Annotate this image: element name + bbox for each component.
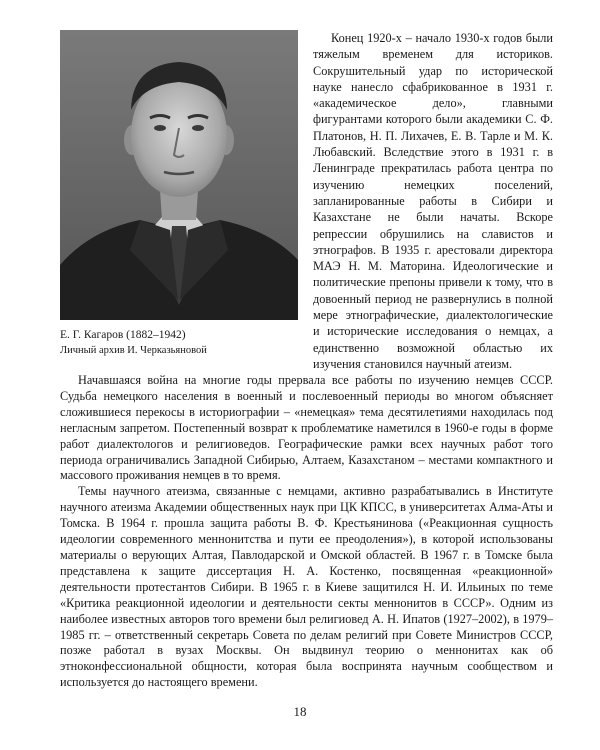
portrait-photo: [60, 30, 298, 320]
page-number: 18: [293, 704, 307, 719]
paragraph-war: Начавшаяся война на многие годы прервала все работы по изучению немцев СССР. Судьба немецкого населения в военный и послевоенный периоды во многом объясняет сложившиеся перекосы в историографии – «немецкая» тема десятилетиями находилась под негласным запретом. Постепенный возврат к проблематике наметился в 1960-е годы в форме работ диалектологов и религиоведов. Географические рамки всех научных работ того периода ограничивались Западной Сибирью, Алтаем, Казахстаном – местами компактного и массового проживания немцев в то время.: [60, 373, 553, 483]
paragraph-1920s: Конец 1920-х – начало 1930-х годов были тяжелым временем для историков. Сокрушительный удар по исторической науке нанесло сфабрикованное в 1931 г. «академическое дело», главными фигурантами которого были академики С. Ф. Платонов, Н. П. Лихачев, Е. В. Тарле и М. К. Любавский. Вследствие этого в 1931 г. в Ленинграде прекратилась работа центра по изучению немецких поселений, запланированные работы в Сибири и Казахстане не были начаты. Вскоре репрессии обрушились на славистов и этнографов. В 1935 г. арестовали директора МАЭ Н. М. Маторина. Идеологические и политические препоны привели к тому, что в довоенный период не развернулись в полной мере этнографические, диалектологические и исторические исследования о немцах, а единственно возможной областью их изучения становился научный атеизм.: [313, 31, 553, 371]
caption-name: Е. Г. Кагаров (1882–1942): [60, 329, 186, 341]
paragraph-atheism: Темы научного атеизма, связанные с немцами, активно разрабатывались в Институте научного атеизма Академии общественных наук при ЦК КПСС, в университетах Алма-Аты и Томска. В 1964 г. прошла защита работы В. Ф. Крестьянинова («Реакционная сущность идеологии современного меннонитства и пути ее преодоления»), в которой использованы материалы о верующих Алтая, Павлодарской и Омской областей. В 1967 г. в Томске была представлена к защите диссертация Н. А. Костенко, посвященная «реакционной» деятельности протестантов Сибири. В 1965 г. в Киеве защитился Н. И. Ильиных по теме «Критика реакционной идеологии и деятельности секты меннонитов в СССР». Одним из наиболее известных авторов того времени был религиовед А. Н. Ипатов (1927–2002), в 1979–1985 гг. – ответственный секретарь Совета по делам религий при Совете Министров СССР, позже работал в вузах Москвы. Он выдвинул теорию о меннонитах как об этноконфессиональной общности, которая была воспринята научным сообществом и используется до настоящего времени.: [60, 484, 553, 690]
photo-caption: [60, 328, 298, 358]
right-column-text: [313, 30, 553, 372]
main-body-text: [60, 373, 553, 691]
caption-source: Личный архив И. Черказьяновой: [60, 345, 207, 356]
